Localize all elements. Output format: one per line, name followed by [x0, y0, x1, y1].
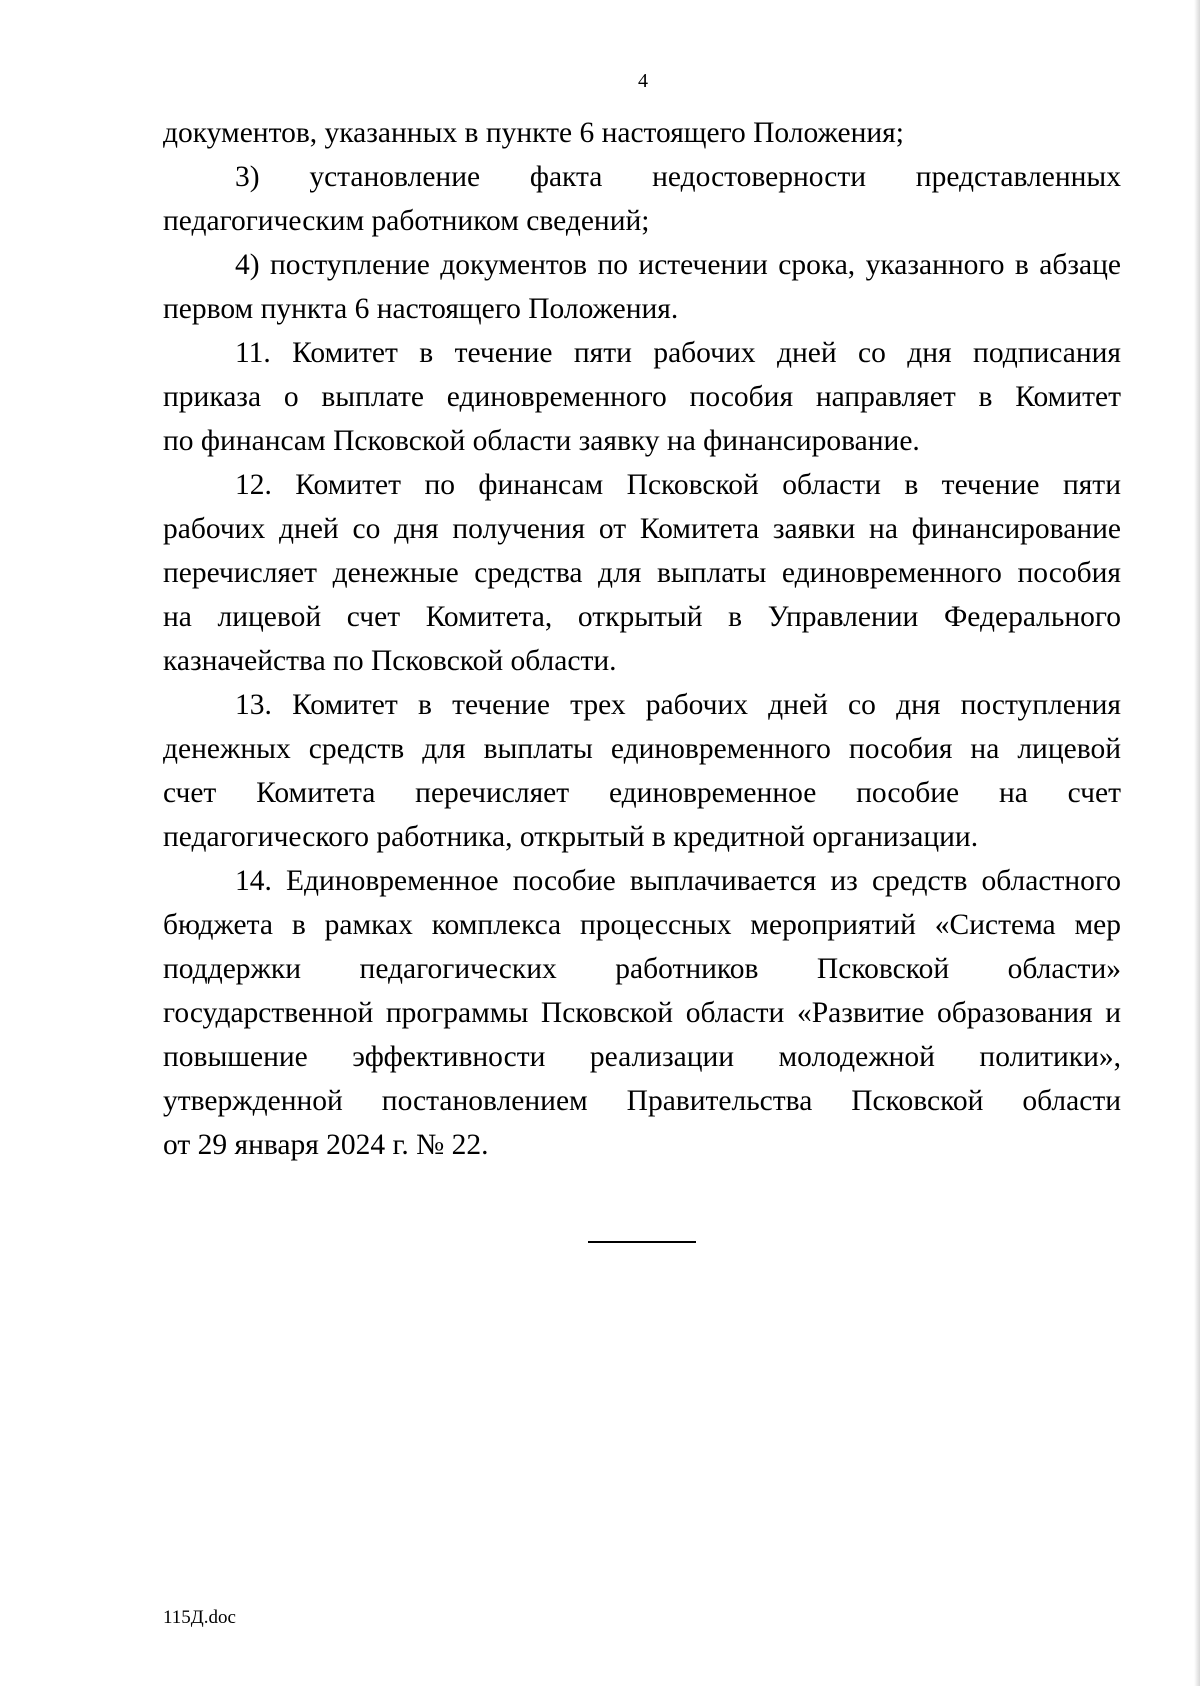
text-line: документов, указанных в пункте 6 настоящего Положения; [163, 117, 904, 149]
text-line: педагогическим работником сведений; [163, 205, 650, 237]
text-line: по финансам Псковской области заявку на финансирование. [163, 425, 920, 457]
text-line: педагогического работника, открытый в кредитной организации. [163, 821, 979, 853]
text-line: первом пункта 6 настоящего Положения. [163, 293, 679, 325]
text-line: казначейства по Псковской области. [163, 645, 617, 677]
text-line: 4) поступление документов по истечении срока, указанного в абзаце [235, 249, 1121, 281]
end-separator-line [588, 1241, 696, 1243]
text-line: денежных средств для выплаты единовременного пособия на лицевой [163, 733, 1121, 765]
text-line: на лицевой счет Комитета, открытый в Управлении Федерального [163, 601, 1121, 633]
text-line: 3) установление факта недостоверности представленных [235, 161, 1121, 193]
text-line: 11. Комитет в течение пяти рабочих дней со дня подписания [235, 337, 1121, 369]
scan-edge [1194, 0, 1200, 1686]
paragraph-point-14 [163, 859, 1121, 1167]
text-line: бюджета в рамках комплекса процессных мероприятий «Система мер [163, 909, 1121, 941]
text-line: рабочих дней со дня получения от Комитета заявки на финансирование [163, 513, 1121, 545]
text-line: утвержденной постановлением Правительства Псковской области [163, 1085, 1121, 1117]
text-line: приказа о выплате единовременного пособия направляет в Комитет [163, 381, 1121, 413]
text-line: 13. Комитет в течение трех рабочих дней со дня поступления [235, 689, 1121, 721]
paragraph-item-3 [163, 155, 1121, 243]
text-line: государственной программы Псковской области «Развитие образования и [163, 997, 1121, 1029]
paragraph-continuation [163, 111, 1121, 155]
page-number: 4 [638, 70, 648, 92]
paragraph-item-4 [163, 243, 1121, 331]
document-body [163, 111, 1121, 1167]
text-line: повышение эффективности реализации молодежной политики», [163, 1041, 1121, 1073]
paragraph-point-12 [163, 463, 1121, 683]
paragraph-point-13 [163, 683, 1121, 859]
file-name-footer: 115Д.doc [163, 1607, 236, 1628]
text-line: 12. Комитет по финансам Псковской области в течение пяти [235, 469, 1121, 501]
text-line: счет Комитета перечисляет единовременное пособие на счет [163, 777, 1121, 809]
text-line: 14. Единовременное пособие выплачивается из средств областного [235, 865, 1121, 897]
text-line: поддержки педагогических работников Псковской области» [163, 953, 1121, 985]
text-line: перечисляет денежные средства для выплаты единовременного пособия [163, 557, 1121, 589]
text-line: от 29 января 2024 г. № 22. [163, 1129, 489, 1161]
paragraph-point-11 [163, 331, 1121, 463]
